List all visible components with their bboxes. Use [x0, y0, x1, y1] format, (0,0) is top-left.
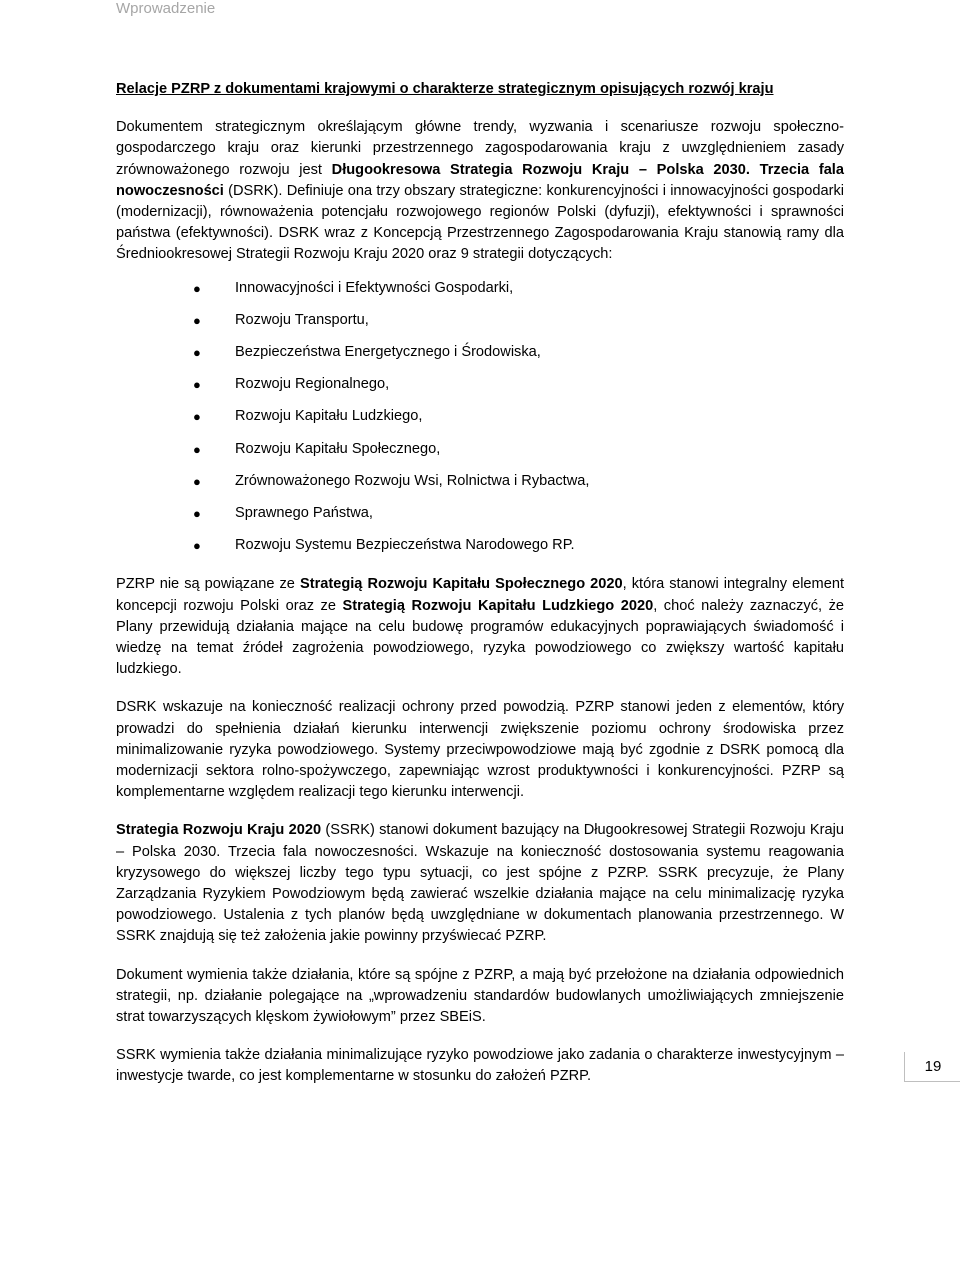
strategy-label: Bezpieczeństwa Energetycznego i Środowiska, [235, 344, 541, 360]
bold-run: Strategią Rozwoju Kapitału Społecznego 2020 [299, 576, 623, 593]
paragraph-dsrk-intro [116, 117, 844, 265]
bullet-icon: ● [193, 312, 201, 328]
section-title: Relacje PZRP z dokumentami krajowymi o charakterze strategicznym opisujących rozwój kraju [116, 81, 774, 97]
strategy-label: Rozwoju Transportu, [235, 311, 369, 328]
bold-run: Długookresowa Strategia Rozwoju Kraju – Polska 2030. Trzecia fala nowoczesności [116, 161, 844, 199]
strategy-label: Sprawnego Państwa, [235, 504, 373, 521]
strategy-list-item [116, 374, 844, 406]
page-number: 19 [904, 1052, 960, 1082]
text-run: , która stanowi integralny element koncepcji rozwoju Polski oraz ze [116, 576, 844, 614]
text-run: (DSRK). Definiuje ona trzy obszary strategiczne: konkurencyjności i innowacyjności gospodarki (modernizacji), równoważenia potencjału rozwojowego regionów Polski (dyfuzji), efektywności i sprawności państwa (efektywności). DSRK wraz z Koncepcją Przestrzennego Zagospodarowania Kraju stanowią ramy dla Średniookresowej Strategii Rozwoju Kraju 2020 oraz 9 strategii dotyczących: [116, 182, 844, 263]
strategy-label: Rozwoju Kapitału Społecznego, [235, 440, 441, 457]
strategy-label: Rozwoju Regionalnego, [235, 376, 390, 393]
bullet-icon: ● [193, 505, 201, 521]
document-body [116, 79, 844, 1105]
paragraph-capital-strategies [116, 574, 844, 680]
bullet-icon: ● [193, 441, 201, 457]
paragraph-dsrk-flood: DSRK wskazuje na konieczność realizacji ochrony przed powodzią. PZRP stanowi jeden z elementów, który prowadzi do spełnienia działań kierunku interwencji zwiększenie poziomu ochrony środowiska przez minimalizowanie ryzyka powodziowego. Systemy przeciwpowodziowe mają być zgodnie z DSRK pomocą dla modernizacji sektora rolno-spożywczego, zapewniając wzrost produktywności i konkurencyjności. PZRP są komplementarne względem realizacji tego kierunku interwencji. [116, 699, 844, 801]
strategy-list-item [116, 439, 844, 471]
strategy-list-item [116, 535, 844, 567]
paragraph-investments: SSRK wymienia także działania minimalizujące ryzyko powodziowe jako zadania o charakterze inwestycyjnym – inwestycje twarde, co jest komplementarne w stosunku do założeń PZRP. [116, 1047, 844, 1085]
strategy-label: Innowacyjności i Efektywności Gospodarki, [235, 279, 514, 296]
strategy-list-item [116, 310, 844, 342]
text-run: PZRP nie są powiązane ze [116, 576, 300, 593]
text-run: (SSRK) stanowi dokument bazujący na Długookresowej Strategii Rozwoju Kraju – Polska 2030. Trzecia fala nowoczesności. Wskazuje na konieczność dostosowania systemu reagowania kryzysowego do większej liczby tego typu sytuacji, co jest spójne z PZRP. SSRK precyzuje, że Plany Zarządzania Ryzykiem Powodziowym będą zawierać wszelkie działania mające na celu minimalizację ryzyka powodziowego. Ustalenia z tych planów będą uwzględniane w dokumentach planowania przestrzennego. W SSRK znajdują się też założenia jakie powinny przyświecać PZRP. [116, 822, 844, 945]
text-run: Dokumentem strategicznym określającym główne trendy, wyzwania i scenariusze rozwoju społeczno-gospodarczego kraju oraz kierunki przestrzennego zagospodarowania kraju z uwzględnieniem zasady zrównoważonego rozwoju jest [116, 119, 844, 178]
strategy-label: Rozwoju Kapitału Ludzkiego, [235, 408, 423, 425]
paragraph-ssrk [116, 820, 844, 947]
strategy-list-item [116, 471, 844, 503]
strategy-label: Rozwoju Systemu Bezpieczeństwa Narodowego RP. [235, 537, 575, 554]
strategy-list-item [116, 278, 844, 310]
strategy-list [116, 278, 844, 568]
bold-run: Strategia Rozwoju Kraju 2020 [116, 822, 322, 839]
bullet-icon: ● [193, 280, 201, 296]
strategy-list-item [116, 406, 844, 438]
bullet-icon: ● [193, 409, 201, 425]
bullet-icon: ● [193, 538, 201, 554]
strategy-list-item [116, 342, 844, 374]
running-header: Wprowadzenie [116, 0, 216, 17]
strategy-label: Zrównoważonego Rozwoju Wsi, Rolnictwa i Rybactwa, [235, 472, 590, 489]
bullet-icon: ● [193, 377, 201, 393]
strategy-list-item [116, 503, 844, 535]
bullet-icon: ● [193, 473, 201, 489]
bold-run: Strategią Rozwoju Kapitału Ludzkiego 2020 [342, 597, 654, 614]
bullet-icon: ● [193, 345, 201, 360]
paragraph-actions: Dokument wymienia także działania, które są spójne z PZRP, a mają być przełożone na działania odpowiednich strategii, np. działanie polegające na „wprowadzeniu standardów budowlanych umożliwiających zmniejszenie strat towarzyszących klęskom żywiołowym” przez SBEiS. [116, 966, 844, 1025]
text-run: , choć należy zaznaczyć, że Plany przewidują działania mające na celu budowę programów edukacyjnych poprawiających świadomość i wiedzę na temat źródeł zagrożenia powodziowego, ryzyka powodziowego co zwiększy wartość kapitału ludzkiego. [116, 597, 844, 678]
